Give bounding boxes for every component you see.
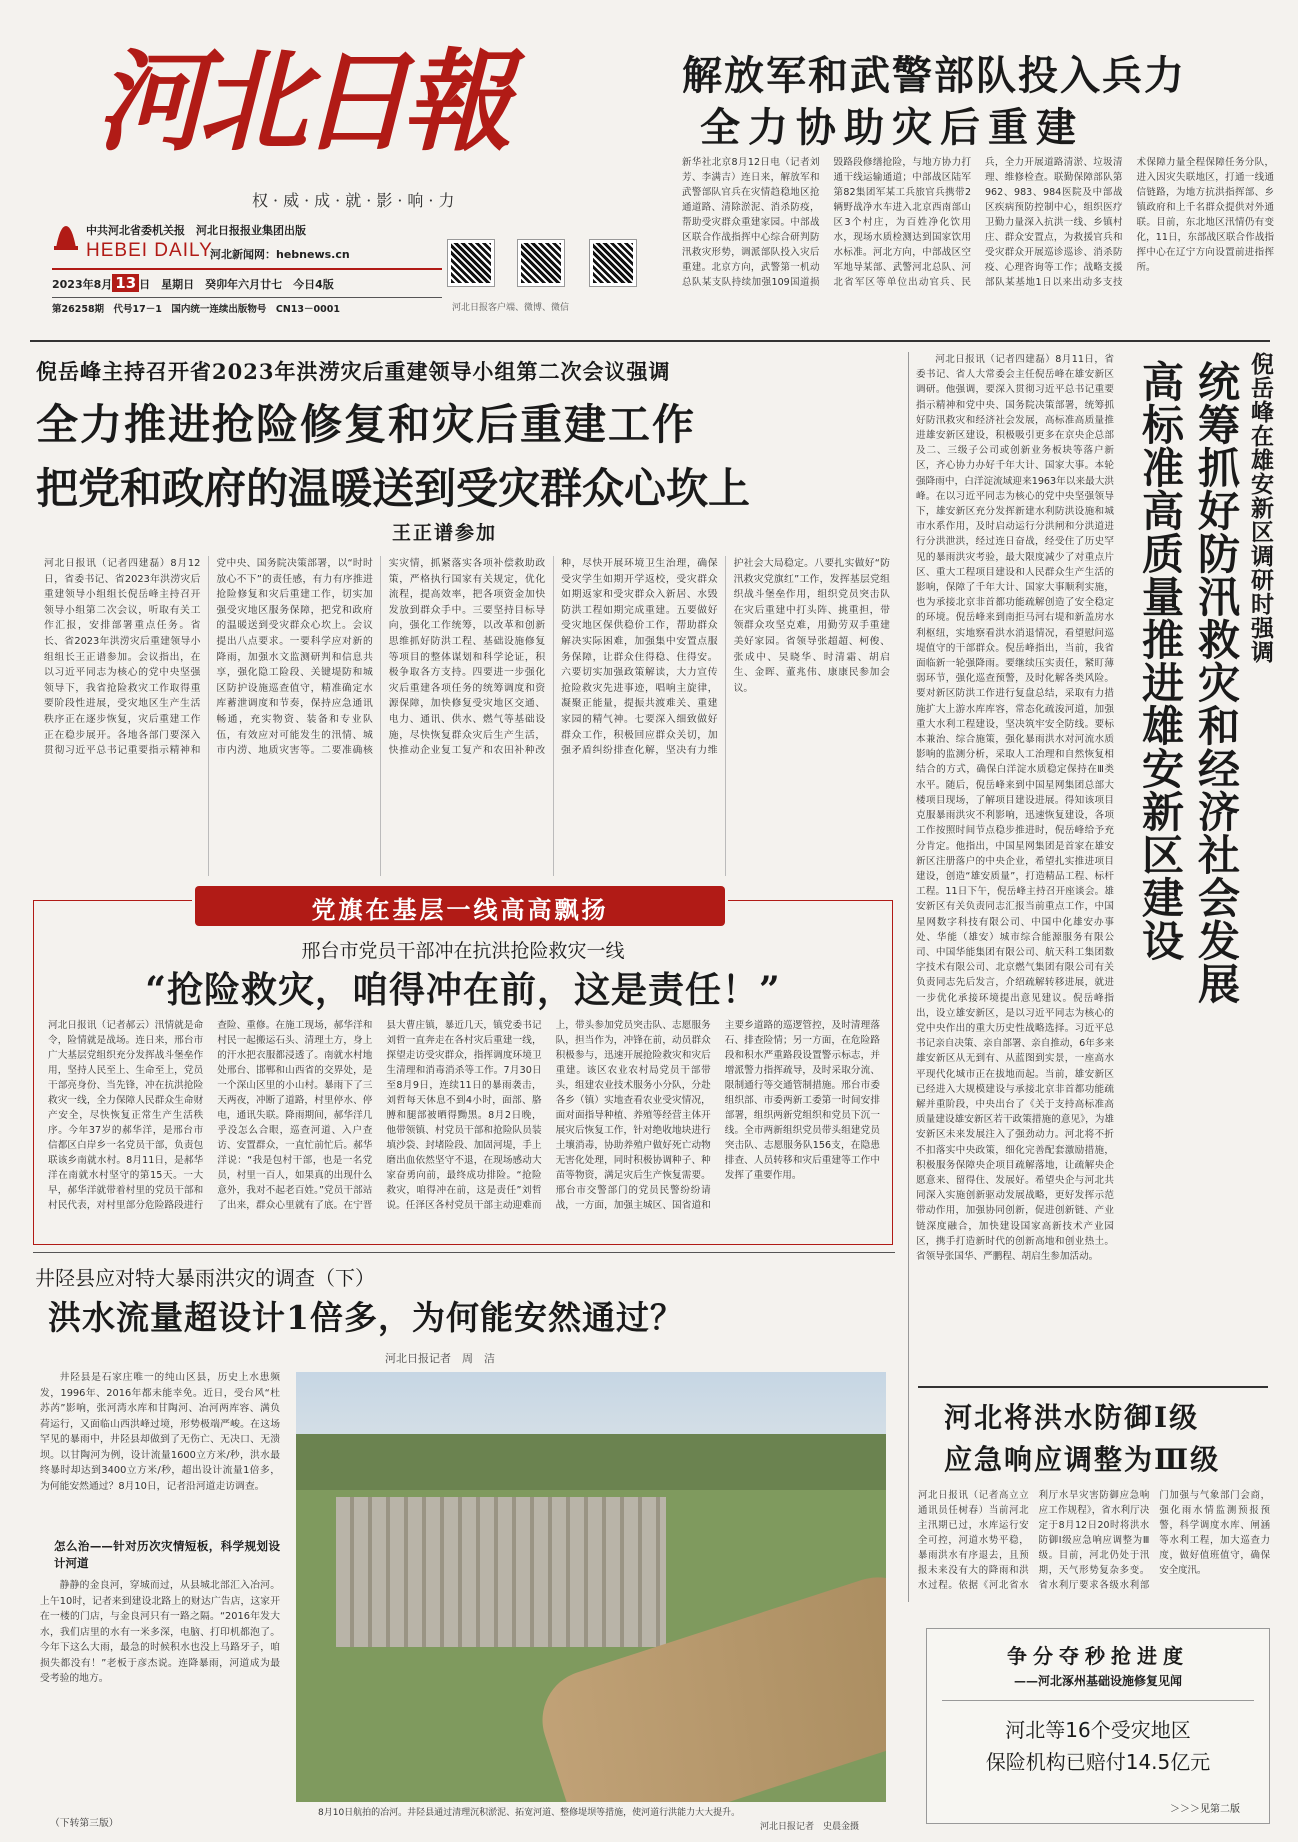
qr-caption: 河北日报客户端、微博、微信 (452, 303, 570, 313)
lead-headline-2: 把党和政府的温暖送到受灾群众心坎上 (36, 464, 751, 513)
lead-article-body: 河北日报讯（记者四建磊）8月12日，省委书记、省2023年洪涝灾后重建领导小组组长倪岳峰主持召开领导小组第二次会议，听取有关工作汇报，安排部署重点任务。省长、省2023年洪涝灾后重建领导小组组长王正谱参加。会议指出，在以习近平同志为核心的党中央坚强领导下，我省抢险救灾工作取得重要阶段性进展，受灾地区生产生活秩序正在逐步恢复，灾后重建工作正在稳步展开。各地各部门要深入贯彻习近平总书记重要指示精神和党中央、国务院决策部署，以“时时放心不下”的责任感，有力有序推进抢险修复和灾后重建工作，切实加强受灾地区服务保障，把党和政府的温暖送到受灾群众心坎上。会议提出八点要求。一要科学应对新的降雨，加强水文监测研判和信息共享，强化隐工险段、关键堤防和城区防护设施巡查值守，精准确定水库蓄泄调度和节奏，保持应急通讯畅通，充实物资、装备和专业队伍，有效应对可能发生的汛情、城市内涝、地质灾害等。二要准确核实灾情，抓紧落实各项补偿救助政策，严格执行国家有关规定，优化流程，提高效率，把各项资金加快发放到群众手中。三要坚持目标导向，强化工作统筹，以改革和创新思维抓好防洪工程、基础设施修复等项目的整体谋划和科学论证，积极争取各方支持。四要进一步强化灾后重建各项任务的统筹调度和资源保障，加快修复受灾地区交通、电力、通讯、供水、燃气等基础设施，尽快恢复群众灾后生产生活，快推动企业复工复产和农田补种改种，尽快开展环境卫生治理，确保受灾学生如期开学返校，受灾群众如期返家和受灾群众入新居、水毁防洪工程如期完成重建。五要做好受灾地区保供稳价工作，帮助群众解决实际困难，加强集中安置点服务保障，让群众住得稳、住得安。六要切实加强政策解读，大力宣传抢险救灾先进事迹，唱响主旋律，凝聚正能量，提振共渡难关、重建家园的精气神。七要深入细致做好群众工作，积极回应群众关切，加强矛盾纠纷排查化解，坚决有力维护社会大局稳定。八要扎实做好“防汛救灾党旗红”工作，发挥基层党组织战斗堡垒作用，组织党员突击队在灾后重建中打头阵、挑重担，带领群众攻坚克难，用勤劳双手重建美好家园。省领导张超超、柯俊、张成中、吴晓华、时清霜、胡启生、金晖、董兆伟、康康民参加会议。 (44, 558, 890, 757)
english-name: HEBEI DAILY (86, 240, 213, 261)
website[interactable]: 河北新闻网：hebnews.cn (210, 248, 350, 261)
lead-headline-1: 全力推进抢险修复和灾后重建工作 (36, 400, 697, 449)
qr-code-weibo-icon[interactable] (518, 240, 564, 286)
lead-byline-extra: 王正谱参加 (392, 522, 498, 544)
yehe-river-photo (296, 1372, 886, 1802)
column-divider (908, 352, 909, 1602)
masthead-rule (52, 268, 442, 270)
jingxing-byline: 河北日报记者 周 洁 (385, 1352, 495, 1365)
org-line: 中共河北省委机关报 河北日报报业集团出版 (86, 224, 306, 237)
top-article-body: 新华社北京8月12日电（记者刘芳、李满吉）连日来，解放军和武警部队官兵在灾情趋稳地区抢通道路、清除淤泥、消杀防疫，帮助受灾群众重建家园。中部战区联合作战指挥中心综合研判防汛救灾形势，调派部队投入灾后重建。北京方向，武警第一机动总队某支队持续加强109国道损毁路段修缮抢险，与地方协力打通干线运输通道；中部战区陆军第82集团军某工兵旅官兵携带2辆野战净水车进入北京西南部山区3个村庄，为百姓净化饮用水，现场水质检测达到国家饮用水标准。河北方向，中部战区空军地导某部、武警河北总队、河北省军区等单位出动官兵、民兵，全力开展道路清淤、垃圾清理、维修检查。联勤保障部队第962、983、984医院及中部战区疾病预防控制中心，组织医疗卫勤力量深入抗洪一线、乡镇村庄、群众安置点，为救援官兵和受灾群众开展巡诊巡诊、消杀防疫、心理咨询等工作；战略支援部队某基地1日以来出动多支技术保障力量全程保障任务分队，进入因灾失联地区，打通一线通信链路，为地方抗洪指挥部、乡镇政府和上千名群众提供对外通联。目前，东北地区汛情仍有变化，11日，东部战区联合作战指挥中心在辽宁方向设置前进指挥所。 (682, 157, 1274, 288)
flood-level-body: 河北日报讯（记者高立立 通讯员任树春）当前河北主汛期已过，水库运行安全可控，河道水势平稳，暴雨洪水有序退去，且预报未来没有大的降雨和洪水过程。依据《河北省水利厅水旱灾害防御应急响应工作规程》，省水利厅决定于8月12日20时将洪水防御Ⅰ级应急响应调整为Ⅲ级。目前，河北仍处于汛期，天气形势复杂多变。省水利厅要求各级水利部门加强与气象部门会商，强化雨水情监测预报预警，科学调度水库、闸涵等水利工程，加大巡查力度，做好值班值守，确保安全度汛。 (918, 1490, 1270, 1591)
party-banner: 党旗在基层一线高高飘扬 (311, 896, 609, 924)
masthead-bottom-rule (30, 340, 1270, 342)
xiongan-kicker: 倪岳峰在雄安新区调研时强调 (1247, 352, 1274, 664)
party-headline: “抢险救灾，咱得冲在前，这是责任！” (145, 969, 781, 1011)
party-article-body: 河北日报讯（记者郝云）汛情就是命令，险情就是战场。连日来，邢台市广大基层党组织充分发挥战斗堡垒作用，坚持人民至上、生命至上，党员干部亮身份、当先锋，冲在抗洪抢险救灾一线，全力保障人民群众生命财产安全，尽快恢复正常生产生活秩序。今年37岁的郝华洋，是邢台市信都区白岸乡一名党员干部，负责包联该乡南就水村。8月11日，是郝华洋在南就水村坚守的第15天。一大早，郝华洋就带着村里的党员干部和村民代表，对村里部分危险路段进行查险、重修。在施工现场，郝华洋和村民一起搬运石头、清理土方，身上的汗水把衣服都浸透了。南就水村地处邢台、邯郸和山西省的交界处，是一个深山区里的小山村。暴雨下了三天两夜，冲断了道路，村里停水、停电，通讯失联。降雨期间，郝华洋几乎没怎么合眼，巡查河道、入户查访、安置群众，一直忙前忙后。郝华洋说：“我是包村干部，也是一名党员，村里一百人，如果真的出现什么意外，我对不起老百姓。”党员干部站了出来，群众心里就有了底。在宁晋县大曹庄镇，暴近几天，镇党委书记刘哲一直奔走在各村灾后重建一线，探望走访受灾群众，指挥调度环境卫生清理和消毒消杀等工作。7月30日至8月9日，连续11日的暴雨袭击，刘哲每天休息不到4小时，面部、胳膊和腿部被晒得黝黑。8月2日晚，他带领镇、村党员干部和抢险队员装填沙袋、封堵险段、加固河堤，手上磨出血依然坚守不退，在现场感动大家奋勇向前，最终成功排险。“抢险救灾，咱得冲在前，这是责任”刘哲说。任泽区各村党员干部主动迎难而上，带头参加党员突击队、志愿服务队，担当作为，冲锋在前，动员群众积极参与，迅速开展抢险救灾和灾后重建。该区农业农村局党员干部带头，组建农业技术服务小分队，分赴各乡（镇）实地查看农业受灾情况，面对面指导种植、养殖等经营主体开展灾后恢复工作，针对绝收地块进行土壤消毒，协助养殖户做好死亡动物无害化处理，同时积极协调种子、种苗等物资，满足灾后生产恢复需要。邢台市交警部门的党员民警纷纷请战，一方面，加强主城区、国省道和主要乡道路的巡逻管控，及时清理落石、排查险情；另一方面，在危险路段和积水严重路段设置警示标志，并增派警力指挥疏导，及时采取分流、限制通行等交通管制措施。邢台市委组织部、市委两新工委第一时间安排部署，组织两新党组织和党员下沉一线。全市两新组织党员带头组建党员突击队、志愿服务队156支，在隐患排查、人员转移和灾后重建等工作中发挥了重要作用。 (48, 1020, 880, 1211)
jingxing-subhead: 怎么治——针对历次灾情短板，科学规划设计河道 (54, 1539, 280, 1570)
race-headline[interactable]: 争分夺秒抢进度 (1007, 1644, 1189, 1668)
logo-mark-icon (52, 222, 80, 252)
party-subhead: 邢台市党员干部冲在抗洪抢险救灾一线 (301, 940, 625, 962)
jingxing-headline: 洪水流量超设计1倍多，为何能安然通过？ (48, 1298, 684, 1337)
top-headline-1: 解放军和武警部队投入兵力 (682, 52, 1186, 99)
qr-code-wechat-icon[interactable] (590, 240, 636, 286)
jingxing-body-2: 静静的金良河，穿城而过，从县城北部汇入冶河。上午10时，记者来到建设北路上的财达广告店，这家开在一楼的门店，与金良河只有一路之隔。“2016年发大水，我们店里的水有一米多深，电脑、打印机都泡了。今年下这么大雨，最急的时候积水也没上马路牙子，咱损失都没有！”老板于彦杰说。连降暴雨，河道成为最受考验的地方。 (40, 1580, 280, 1684)
top-headline-2: 全力协助灾后重建 (700, 104, 1084, 151)
date-suffix: 日 星期日 癸卯年六月廿七 今日4版 (139, 278, 334, 291)
flood-level-headline-2: 应急响应调整为Ⅲ级 (944, 1443, 1221, 1476)
insurance-headline-2[interactable]: 保险机构已赔付14.5亿元 (985, 1750, 1211, 1774)
insurance-headline-1[interactable]: 河北等16个受灾地区 (1005, 1718, 1191, 1742)
issue-line: 第26258期 代号17－1 国内统一连续出版物号 CN13－0001 (52, 304, 340, 315)
qr-code-app-icon[interactable] (448, 240, 494, 286)
photo-town (336, 1497, 666, 1647)
jingxing-rule (33, 1252, 895, 1253)
photo-caption: 8月10日航拍的冶河。井陉县通过清理沉积淤泥、拓宽河道、整修堤坝等措施，使河道行洪能力大大提升。 (318, 1808, 741, 1818)
flood-level-headline-1: 河北将洪水防御Ⅰ级 (944, 1401, 1200, 1434)
photo-credit: 河北日报记者 史晨金摄 (760, 1822, 860, 1832)
xiongan-headline-1: 统筹抓好防汛救灾和经济社会发展 (1192, 360, 1241, 1005)
lead-kicker: 倪岳峰主持召开省2023年洪涝灾后重建领导小组第二次会议强调 (36, 359, 671, 384)
photo-hills (296, 1434, 886, 1490)
newspaper-logo: 河北日報 (96, 37, 504, 166)
date-day: 13 (112, 274, 139, 292)
briefs-divider (942, 1700, 1254, 1701)
xiongan-body: 河北日报讯（记者四建磊）8月11日，省委书记、省人大常委会主任倪岳峰在雄安新区调研。他强调，要深入贯彻习近平总书记重要指示精神和党中央、国务院决策部署，统筹抓好防汛救灾和经济社会发展，高标准高质量推进雄安新区建设，积极吸引更多在京央企总部及二、三级子公司或创新业务板块等落户新区，齐心协力办好千年大计、国家大事。本轮强降雨中，白洋淀流域迎来1963年以来最大洪峰。在以习近平同志为核心的党中央坚强领导下，雄安新区充分发挥新建水利防洪设施和城市水系作用，及时启动运行分洪闸和分洪道进行分洪泄洪，经过连日奋战，经受住了历史罕见的暴雨洪灾考验，最大限度减少了对重点片区、重大工程项目建设和人民群众生产生活的影响，保障了千年大计、国家大事顺利实施，也为承接北京非首都功能疏解创造了安全稳定的环境。倪岳峰来到南拒马河右堤和新盖房水利枢纽，实地察看洪水消退情况，看望慰问巡堤值守的干部群众。倪岳峰指出，当前，我省面临新一轮强降雨。要继续压实责任，紧盯薄弱环节，强化巡查预警，及时化解各类风险。要对新区防洪工作进行复盘总结，采取有力措施扩大上游水库库容，常态化疏浚河道，加强重大水利工程建设，坚决筑牢安全防线。要标本兼治、综合施策，强化暴雨洪水对河流水质影响的监测分析，采取人工治理和自然恢复相结合的方式，确保白洋淀水质稳定保持在Ⅲ类水平。随后，倪岳峰来到中国星网集团总部大楼项目现场，了解项目建设进展。得知该项目克服暴雨洪灾不利影响，迅速恢复建设，各项工作按照时间节点稳步推进时，倪岳峰给予充分肯定。他指出，中国星网集团是首家在雄安新区注册落户的中央企业，希望扎实推进项目建设，创造“雄安质量”，打造精品工程、标杆工程。11日下午，倪岳峰主持召开座谈会。雄安新区有关负责同志汇报当前重点工作，中国星网数字科技有限公司、中国中化雄安办事处、华能（雄安）城市综合能源服务有限公司、中国华能集团有限公司、航天科工集团数字技术有限公司、北京燃气集团有限公司有关负责同志先后发言，介绍疏解转移进展，就进一步优化承接环境提出意见建议。倪岳峰指出，设立雄安新区，是以习近平同志为核心的党中央作出的重大历史性战略选择。习近平总书记亲自决策、亲自部署、亲自推动，6年多来雄安新区从无到有、从蓝图到实景，一座高水平现代化城市正在拔地而起。当前，雄安新区已经进入大规模建设与承接北京非首都功能疏解并重阶段，中央出台了《关于支持高标准高质量建设雄安新区若干政策措施的意见》，为雄安新区未来发展注入了强劲动力。河北将不折不扣落实中央政策，细化完善配套激励措施，积极服务保障央企项目疏解落地，让疏解央企愿意来、留得住、发展好。希望央企与河北共同深入实施创新驱动发展战略，更好发挥示范带动作用，加强协同创新，促进创新链、产业链深度融合，加快建设国家高新技术产业园区，携手打造新时代的创新高地和创业热土。省领导张国华、严鹏程、胡启生参加活动。 (916, 354, 1114, 1262)
xiongan-headline-2: 高标准高质量推进雄安新区建设 (1136, 360, 1185, 962)
jingxing-body-1: 井陉县是石家庄唯一的纯山区县，历史上水患频发，1996年、2016年都未能幸免。近日，受台风“杜苏芮”影响，张河湾水库和甘陶河、冶河两库容、满负荷运行，又面临山西洪峰过境，形势极端严峻。在这场罕见的暴雨中，井陉县却做到了无伤亡、无决口、无溃坝。以甘陶河为例，设计流量1600立方米/秒，洪水最终暴时却达到3400立方米/秒，超出设计流量1倍多，为何能安然通过？8月10日，记者沿河道走访调查。 (40, 1372, 280, 1492)
date-prefix: 2023年8月 (52, 278, 113, 291)
insurance-jump-link[interactable]: ＞＞＞见第二版 (1170, 1804, 1240, 1815)
jingxing-kicker: 井陉县应对特大暴雨洪灾的调查（下） (35, 1266, 375, 1290)
photo-sky (296, 1372, 886, 1442)
race-subhead: ——河北涿州基础设施修复见闻 (1013, 1674, 1182, 1688)
slogan: 权·威·成·就·影·响·力 (252, 191, 460, 210)
date-line (52, 274, 334, 292)
date-rule (52, 297, 442, 298)
flood-level-rule (918, 1386, 1268, 1388)
jingxing-turn-note: （下转第三版） (50, 1818, 119, 1829)
